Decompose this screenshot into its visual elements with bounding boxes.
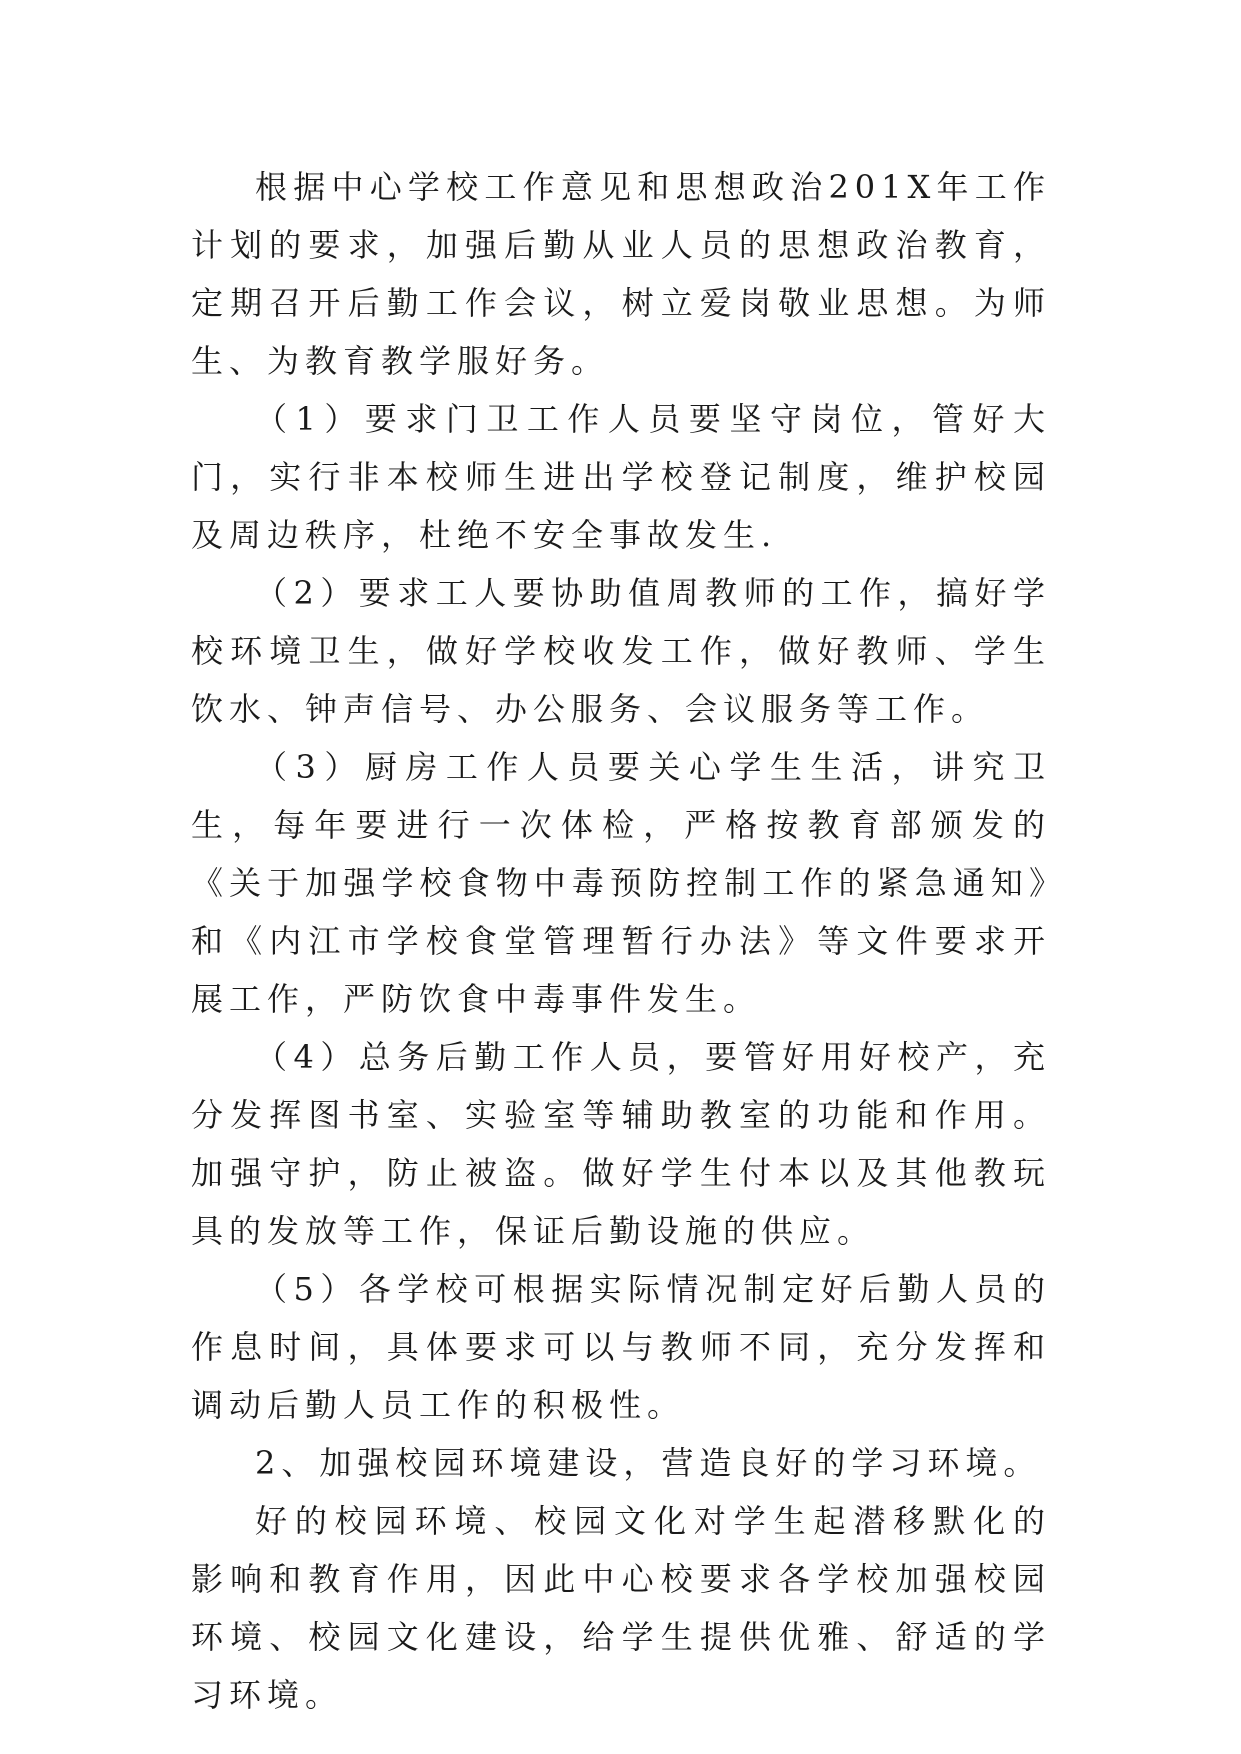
document-body bbox=[191, 158, 1051, 1724]
paragraph-item-3: （3）厨房工作人员要关心学生生活，讲究卫生，每年要进行一次体检，严格按教育部颁发的《关于加强学校食物中毒预防控制工作的紧急通知》和《内江市学校食堂管理暂行办法》等文件要求开展工作，严防饮食中毒事件发生。 bbox=[191, 748, 1051, 1018]
paragraph-campus-environment: 好的校园环境、校园文化对学生起潜移默化的影响和教育作用，因此中心校要求各学校加强校园环境、校园文化建设，给学生提供优雅、舒适的学习环境。 bbox=[191, 1502, 1051, 1714]
paragraph-item-4: （4）总务后勤工作人员，要管好用好校产，充分发挥图书室、实验室等辅助教室的功能和作用。加强守护，防止被盗。做好学生付本以及其他教玩具的发放等工作，保证后勤设施的供应。 bbox=[191, 1038, 1051, 1250]
paragraph-item-2: （2）要求工人要协助值周教师的工作，搞好学校环境卫生，做好学校收发工作，做好教师、学生饮水、钟声信号、办公服务、会议服务等工作。 bbox=[191, 574, 1051, 728]
paragraph-item-1: （1）要求门卫工作人员要坚守岗位，管好大门，实行非本校师生进出学校登记制度，维护校园及周边秩序，杜绝不安全事故发生. bbox=[191, 400, 1051, 554]
paragraph-item-5: （5）各学校可根据实际情况制定好后勤人员的作息时间，具体要求可以与教师不同，充分发挥和调动后勤人员工作的积极性。 bbox=[191, 1270, 1051, 1424]
paragraph-intro: 根据中心学校工作意见和思想政治201X年工作计划的要求，加强后勤从业人员的思想政治教育，定期召开后勤工作会议，树立爱岗敬业思想。为师生、为教育教学服好务。 bbox=[191, 168, 1051, 380]
section-heading-2: 2、加强校园环境建设，营造良好的学习环境。 bbox=[255, 1444, 1042, 1482]
